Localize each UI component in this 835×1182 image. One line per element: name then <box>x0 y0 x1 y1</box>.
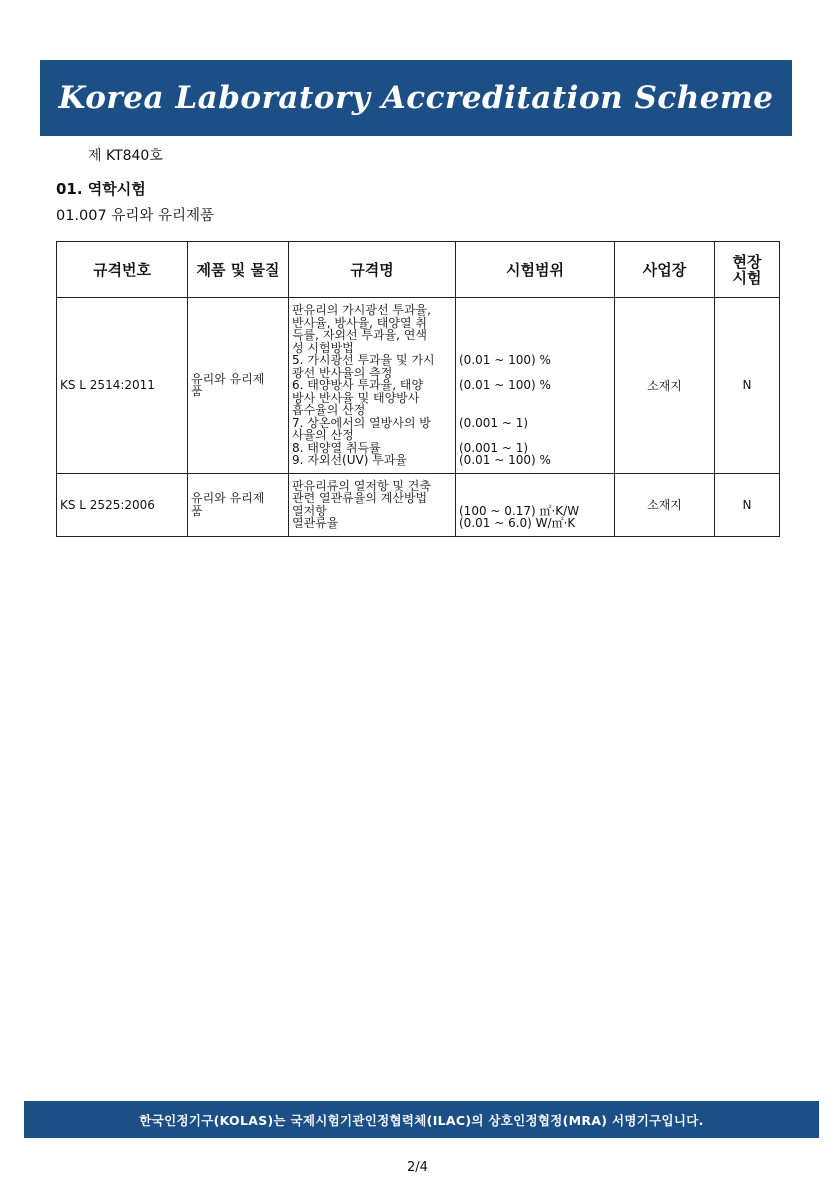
section-subtitle: 01.007 유리와 유리제품 <box>56 208 215 224</box>
test-range-cell <box>456 473 615 536</box>
standard-name-line: 반사율, 방사율, 태양열 취 <box>292 315 427 330</box>
header-onsite <box>715 242 780 298</box>
onsite-value: N <box>742 378 752 393</box>
table-row <box>57 298 780 474</box>
standard-name-line: 광선 반사율의 측정 <box>292 365 393 380</box>
standard-number: KS L 2525:2006 <box>60 497 155 512</box>
header-standard-name: 규격명 <box>289 242 456 298</box>
standard-name-line: 열저항 <box>292 503 327 518</box>
test-range-line: (0.01 ~ 100) % <box>459 453 551 467</box>
standard-name-line: 8. 태양열 취득률 <box>292 440 381 455</box>
test-range-line <box>459 429 611 442</box>
site-value: 소재지 <box>647 498 682 512</box>
standard-name-line: 9. 자외선(UV) 투과율 <box>292 453 407 467</box>
header-product: 제품 및 물질 <box>188 242 289 298</box>
standard-name-line: 방사 반사율 및 태양방사 <box>292 390 420 405</box>
standard-number: KS L 2514:2011 <box>60 378 155 393</box>
standard-name-line: 판유리의 가시광선 투과율, <box>292 303 431 317</box>
product-cell <box>188 298 289 474</box>
test-range-line: (0.001 ~ 1) <box>459 415 529 430</box>
footer-text: 한국인정기구(KOLAS)는 국제시험기관인정협력체(ILAC)의 상호인정협정(MRA) 서명기구입니다. <box>139 1112 704 1128</box>
header-test-range: 시험범위 <box>456 242 615 298</box>
test-range-line <box>459 392 611 405</box>
test-range-line: (0.001 ~ 1) <box>459 440 529 455</box>
test-range-line <box>459 329 611 342</box>
header-standard-no: 규격번호 <box>57 242 188 298</box>
header-onsite-label: 현장 시험 <box>732 252 762 287</box>
standard-name-line: 흡수율의 산정 <box>292 403 366 417</box>
test-range-line <box>459 317 611 330</box>
standard-name-line: 성 시험방법 <box>292 340 354 355</box>
site-cell <box>615 473 715 536</box>
site-value: 소재지 <box>647 378 682 393</box>
test-range-line <box>459 492 611 505</box>
footer-banner <box>24 1101 819 1138</box>
standard-name-line: 득률, 자외선 투과율, 연색 <box>292 328 427 342</box>
standard-name-cell <box>289 473 456 536</box>
test-range-line: (100 ~ 0.17) ㎡·K/W <box>459 503 580 518</box>
standard-name-line: 열관류율 <box>292 516 339 530</box>
certificate-number: 제 KT840호 <box>88 148 163 164</box>
section-title: 01. 역학시험 <box>56 180 146 198</box>
standard-name-line: 판유리류의 열저항 및 건축 <box>292 478 431 493</box>
test-scope-table <box>56 241 780 537</box>
header-site: 사업장 <box>615 242 715 298</box>
product-line: 품 <box>191 384 203 399</box>
product-cell <box>188 473 289 536</box>
site-cell <box>615 298 715 474</box>
standard-number-cell <box>57 473 188 536</box>
test-range-line <box>459 480 611 493</box>
test-range-line: (0.01 ~ 100) % <box>459 353 551 367</box>
standard-name-line: 사율의 산정 <box>292 428 354 442</box>
onsite-cell <box>715 298 780 474</box>
header-banner <box>40 60 792 136</box>
standard-name-line: 6. 태양방사 투과율, 태양 <box>292 378 424 392</box>
product-line: 유리와 유리제 <box>191 491 265 505</box>
page-number: 2/4 <box>407 1160 428 1175</box>
standard-name-line: 관련 열관류율의 계산방법 <box>292 491 428 505</box>
test-range-line <box>459 404 611 417</box>
standard-name-line: 5. 가시광선 투과율 및 가시 <box>292 353 435 367</box>
standard-name-line: 7. 상온에서의 열방사의 방 <box>292 415 431 430</box>
header-title: Korea Laboratory Accreditation Scheme <box>58 80 774 116</box>
product-line: 유리와 유리제 <box>191 371 265 386</box>
table-row <box>57 473 780 536</box>
standard-number-cell <box>57 298 188 474</box>
standard-name-cell <box>289 298 456 474</box>
test-range-line: (0.01 ~ 6.0) W/㎡·K <box>459 516 576 530</box>
onsite-cell <box>715 473 780 536</box>
table-header-row <box>57 242 780 298</box>
onsite-value: N <box>742 497 752 512</box>
test-range-line: (0.01 ~ 100) % <box>459 378 551 392</box>
test-range-cell <box>456 298 615 474</box>
test-range-line <box>459 304 611 317</box>
product-line: 품 <box>191 503 203 518</box>
